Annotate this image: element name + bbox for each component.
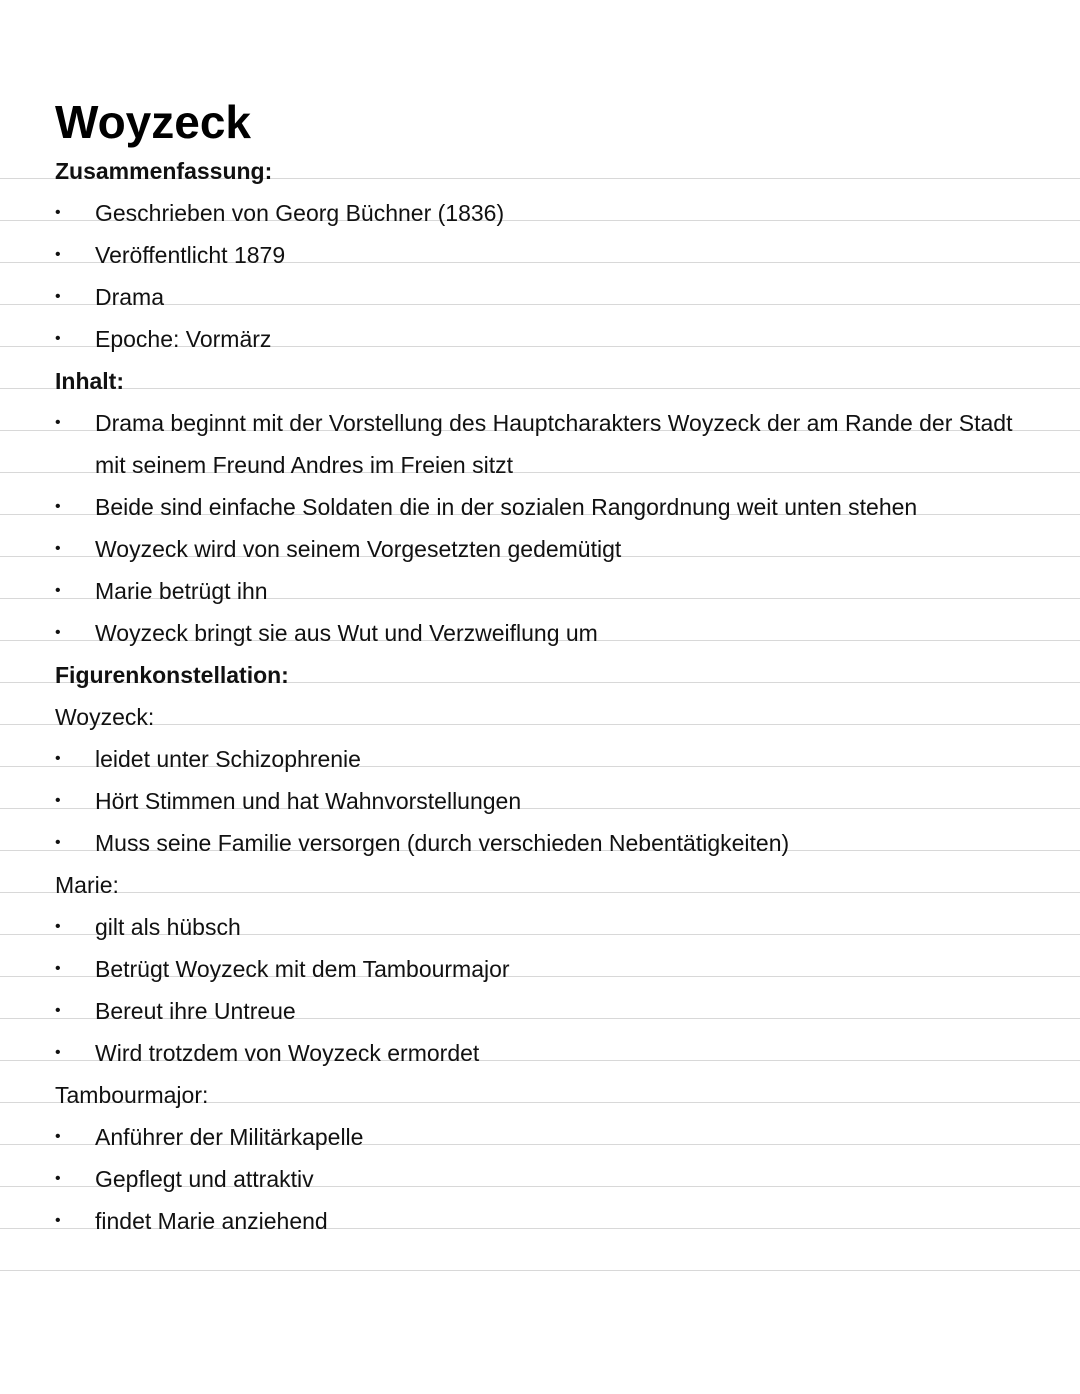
list-item-text: Anführer der Militärkapelle [95, 1124, 364, 1150]
zusammenfassung-list [0, 192, 1080, 360]
document-title: Woyzeck [55, 96, 252, 148]
marie-list [0, 906, 1080, 1074]
bullet-icon: • [55, 330, 61, 347]
list-item-text: Beide sind einfache Soldaten die in der sozialen Rangordnung weit unten stehen [95, 494, 918, 520]
bullet-icon: • [55, 1002, 61, 1019]
bullet-icon: • [55, 792, 61, 809]
list-item [0, 276, 1080, 318]
list-item [0, 612, 1080, 654]
list-item-text: Drama [95, 284, 165, 310]
list-item [0, 570, 1080, 612]
list-item [0, 234, 1080, 276]
list-item-text: Drama beginnt mit der Vorstellung des Hauptcharakters Woyzeck der am Rande der Stadt mit seinem Freund Andres im Freien sitzt [95, 410, 1013, 478]
list-item [0, 1032, 1080, 1074]
list-item [0, 1116, 1080, 1158]
bullet-icon: • [55, 960, 61, 977]
list-item [0, 906, 1080, 948]
list-item [0, 948, 1080, 990]
list-item [0, 738, 1080, 780]
list-item-text: Betrügt Woyzeck mit dem Tambourmajor [95, 956, 510, 982]
bullet-icon: • [55, 1044, 61, 1061]
bullet-icon: • [55, 918, 61, 935]
bullet-icon: • [55, 246, 61, 263]
list-item-text: Woyzeck wird von seinem Vorgesetzten gedemütigt [95, 536, 622, 562]
character-label-tambourmajor: Tambourmajor: [55, 1082, 209, 1108]
bullet-icon: • [55, 624, 61, 641]
bullet-icon: • [55, 582, 61, 599]
list-item [0, 402, 1080, 486]
list-item-text: findet Marie anziehend [95, 1208, 328, 1234]
list-item [0, 822, 1080, 864]
list-item [0, 528, 1080, 570]
list-item-text: Bereut ihre Untreue [95, 998, 296, 1024]
section-heading-zusammenfassung: Zusammenfassung: [55, 158, 273, 184]
list-item-text: Veröffentlicht 1879 [95, 242, 286, 268]
list-item-text: Marie betrügt ihn [95, 578, 268, 604]
bullet-icon: • [55, 1128, 61, 1145]
bullet-icon: • [55, 498, 61, 515]
list-item [0, 1158, 1080, 1200]
list-item-text: Geschrieben von Georg Büchner (1836) [95, 200, 505, 226]
inhalt-list [0, 402, 1080, 654]
section-heading-figurenkonstellation: Figurenkonstellation: [55, 662, 289, 688]
bullet-icon: • [55, 834, 61, 851]
bullet-icon: • [55, 1212, 61, 1229]
list-item [0, 192, 1080, 234]
list-item-text: gilt als hübsch [95, 914, 241, 940]
bullet-icon: • [55, 288, 61, 305]
list-item-text: Wird trotzdem von Woyzeck ermordet [95, 1040, 480, 1066]
list-item-text: Muss seine Familie versorgen (durch verschieden Nebentätigkeiten) [95, 830, 790, 856]
woyzeck-list [0, 738, 1080, 864]
list-item-text: leidet unter Schizophrenie [95, 746, 361, 772]
list-item [0, 486, 1080, 528]
list-item [0, 780, 1080, 822]
bullet-icon: • [55, 750, 61, 767]
character-label-woyzeck: Woyzeck: [55, 704, 155, 730]
bullet-icon: • [55, 540, 61, 557]
list-item-text: Hört Stimmen und hat Wahnvorstellungen [95, 788, 522, 814]
bullet-icon: • [55, 204, 61, 221]
list-item-text: Gepflegt und attraktiv [95, 1166, 314, 1192]
section-heading-inhalt: Inhalt: [55, 368, 124, 394]
list-item [0, 1200, 1080, 1242]
bullet-icon: • [55, 414, 61, 431]
list-item [0, 990, 1080, 1032]
list-item-text: Epoche: Vormärz [95, 326, 272, 352]
list-item [0, 318, 1080, 360]
tambourmajor-list [0, 1116, 1080, 1242]
document-body [0, 150, 1080, 1242]
character-label-marie: Marie: [55, 872, 119, 898]
bullet-icon: • [55, 1170, 61, 1187]
list-item-text: Woyzeck bringt sie aus Wut und Verzweiflung um [95, 620, 598, 646]
